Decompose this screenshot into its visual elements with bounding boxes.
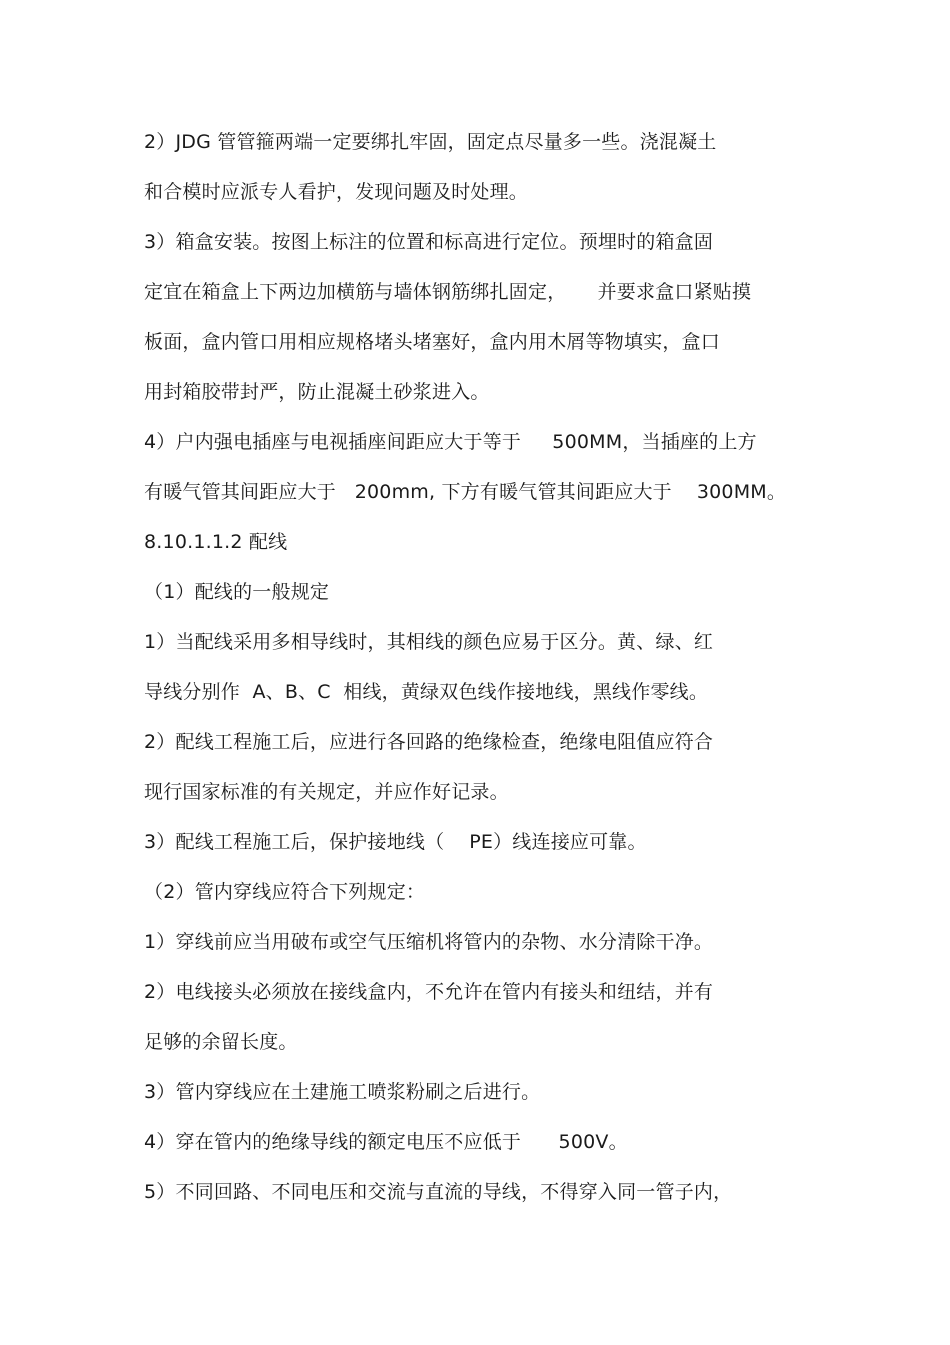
paragraph-line: 2）电线接头必须放在接线盒内，不允许在管内有接头和纽结，并有 xyxy=(144,981,714,1003)
section-heading: 8.10.1.1.2 配线 xyxy=(144,531,288,553)
subsection-heading: （1）配线的一般规定 xyxy=(144,581,330,603)
paragraph-line: 3）配线工程施工后，保护接地线（ PE）线连接应可靠。 xyxy=(144,831,647,853)
paragraph-line: 和合模时应派专人看护，发现问题及时处理。 xyxy=(144,181,529,203)
paragraph-line: 现行国家标准的有关规定，并应作好记录。 xyxy=(144,781,509,803)
paragraph-line: 2）配线工程施工后，应进行各回路的绝缘检查，绝缘电阻值应符合 xyxy=(144,731,714,753)
paragraph-line: 5）不同回路、不同电压和交流与直流的导线，不得穿入同一管子内， xyxy=(144,1181,733,1203)
paragraph-line: 1）当配线采用多相导线时，其相线的颜色应易于区分。黄、绿、红 xyxy=(144,631,714,653)
paragraph-line: 定宜在箱盒上下两边加横筋与墙体钢筋绑扎固定， 并要求盒口紧贴摸 xyxy=(144,281,752,303)
paragraph-line: 4）穿在管内的绝缘导线的额定电压不应低于 500V。 xyxy=(144,1131,628,1153)
paragraph-line: 2）JDG 管管箍两端一定要绑扎牢固，固定点尽量多一些。浇混凝土 xyxy=(144,131,717,153)
subsection-heading: （2）管内穿线应符合下列规定： xyxy=(144,881,426,903)
paragraph-line: 4）户内强电插座与电视插座间距应大于等于 500MM，当插座的上方 xyxy=(144,431,757,453)
paragraph-line: 板面，盒内管口用相应规格堵头堵塞好，盒内用木屑等物填实，盒口 xyxy=(144,331,721,353)
paragraph-line: 用封箱胶带封严，防止混凝土砂浆进入。 xyxy=(144,381,490,403)
paragraph-line: 导线分别作 A、B、C 相线，黄绿双色线作接地线，黑线作零线。 xyxy=(144,681,709,703)
paragraph-line: 有暖气管其间距应大于 200mm, 下方有暖气管其间距应大于 300MM。 xyxy=(144,481,787,503)
paragraph-line: 1）穿线前应当用破布或空气压缩机将管内的杂物、水分清除干净。 xyxy=(144,931,714,953)
paragraph-line: 3）箱盒安装。按图上标注的位置和标高进行定位。预埋时的箱盒固 xyxy=(144,231,714,253)
paragraph-line: 3）管内穿线应在土建施工喷浆粉刷之后进行。 xyxy=(144,1081,541,1103)
paragraph-line: 足够的余留长度。 xyxy=(144,1031,298,1053)
